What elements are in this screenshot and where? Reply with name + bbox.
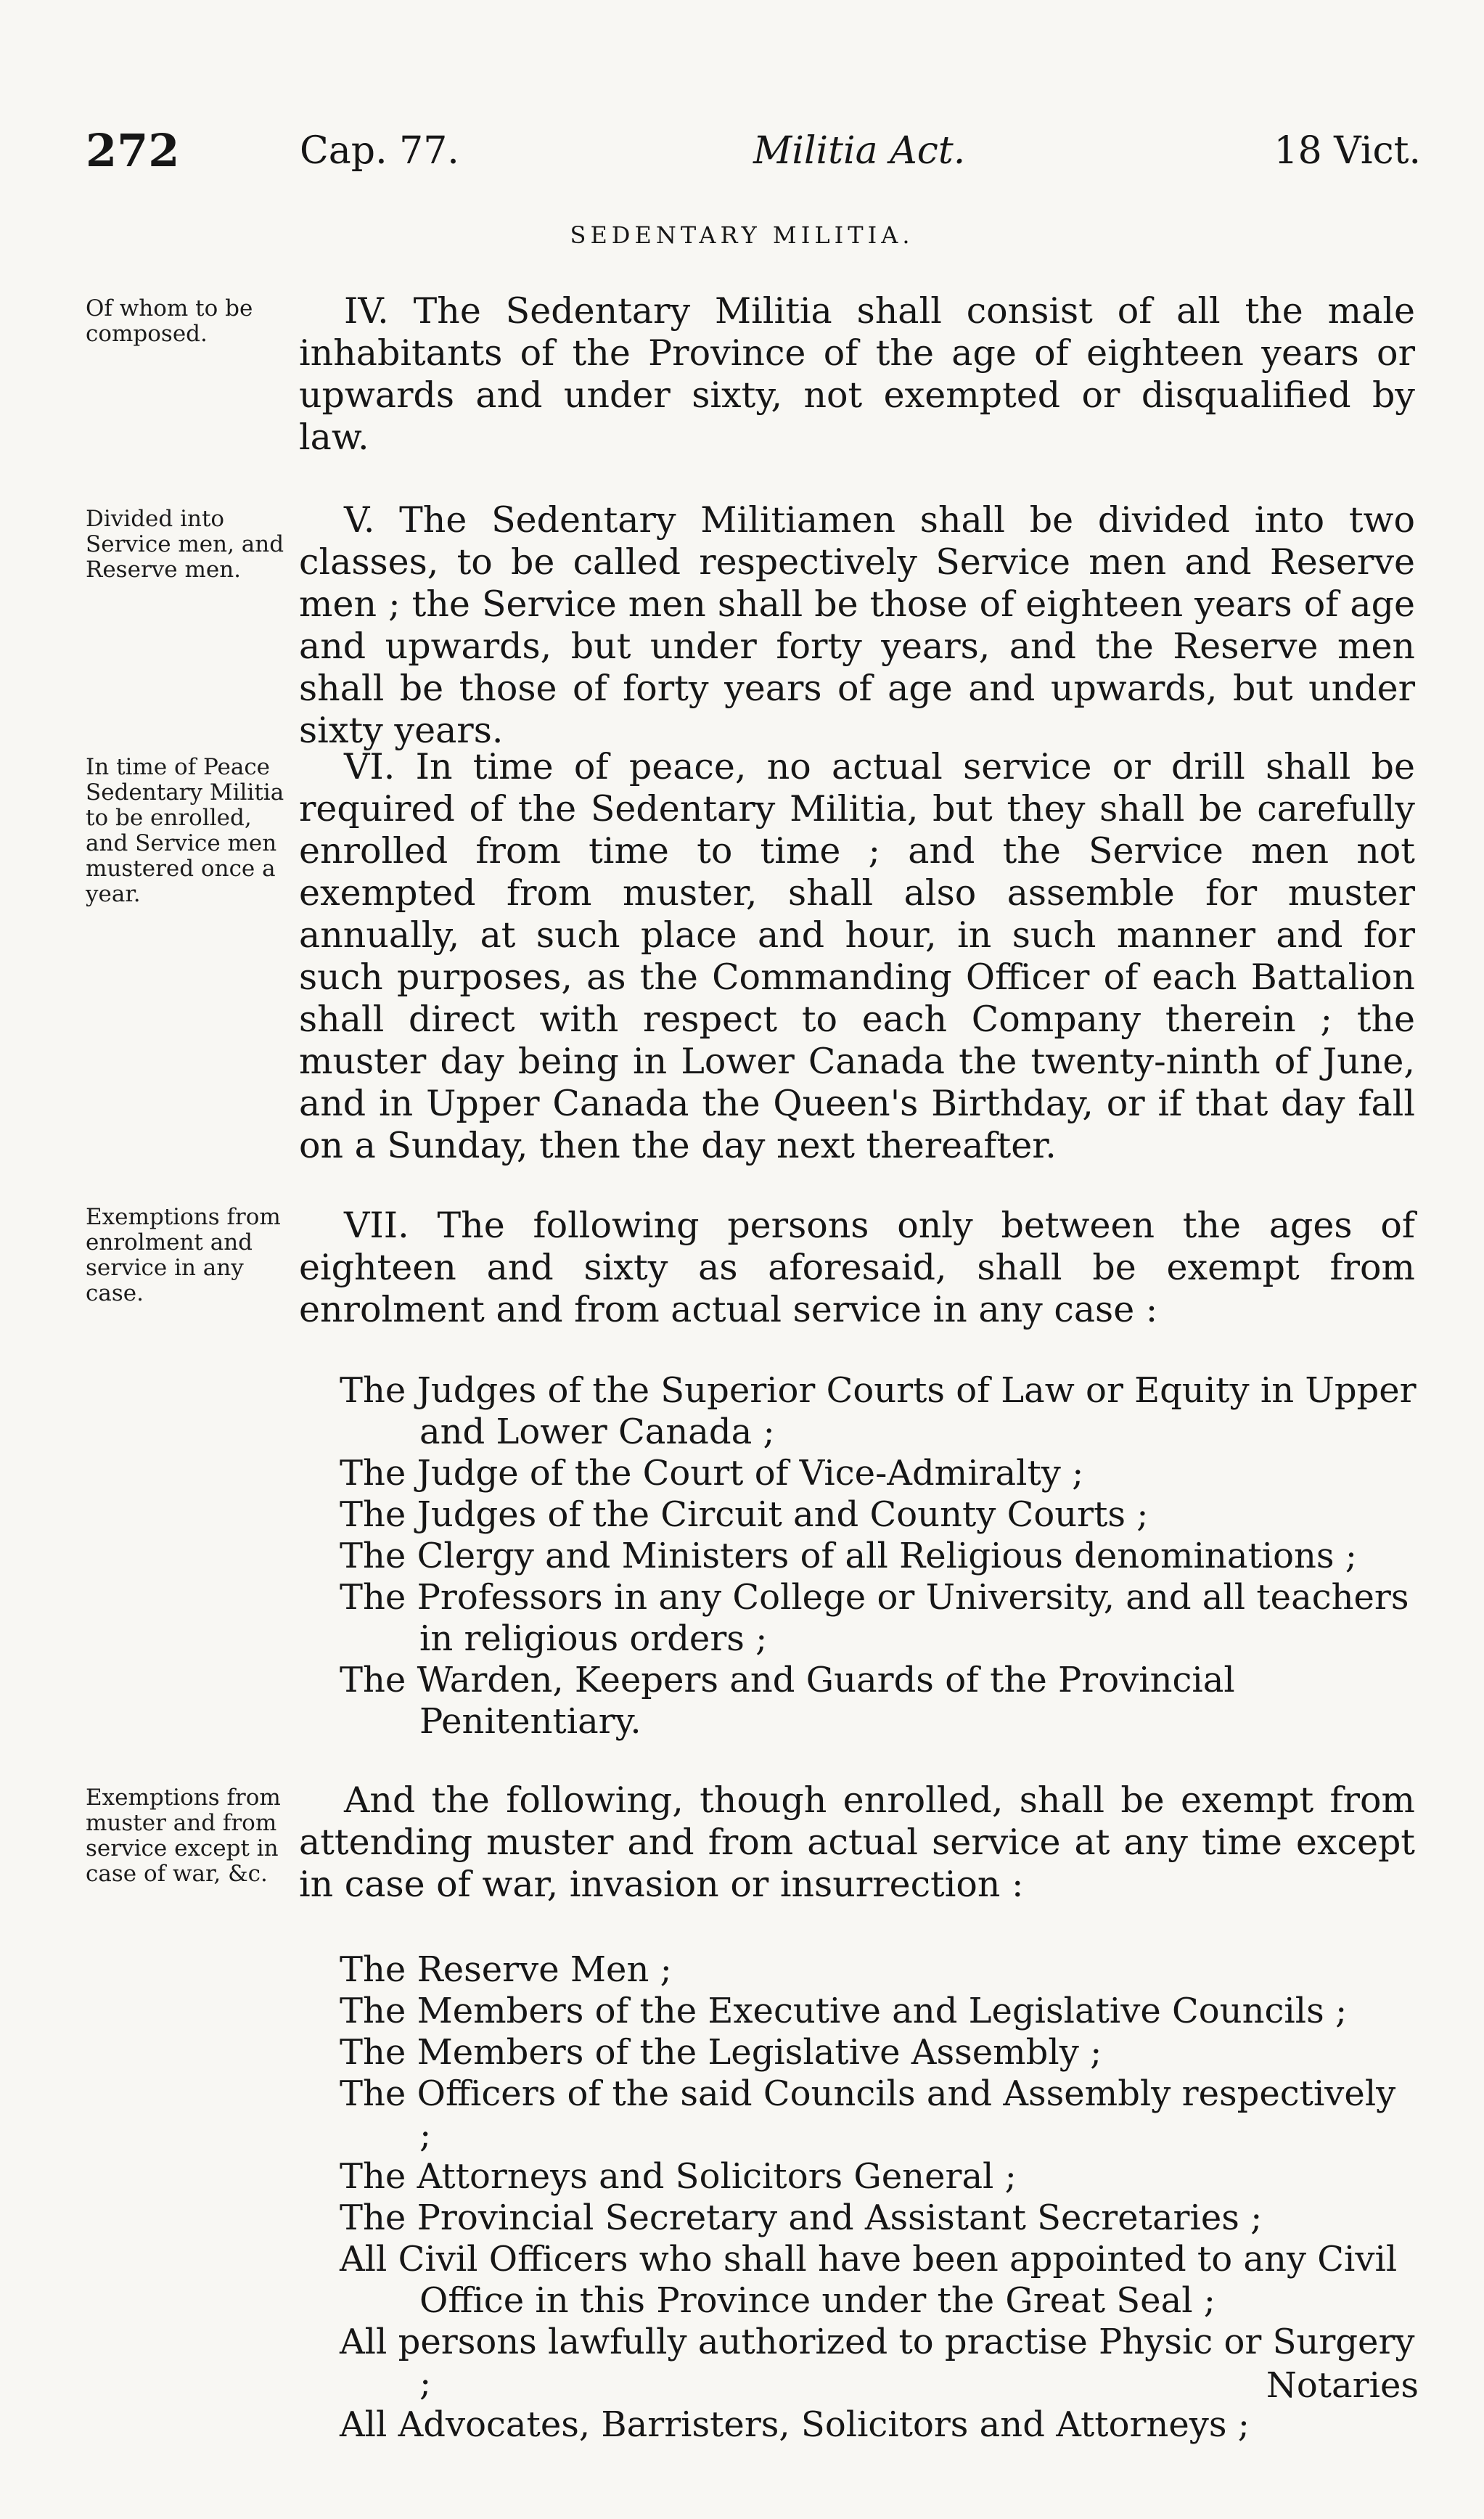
list-item: All persons lawfully authorized to practise Physic or Surgery ; bbox=[340, 2322, 1415, 2404]
list-item: The Judges of the Circuit and County Courts ; bbox=[340, 1494, 1149, 1535]
section-vii-text: VII. The following persons only between the ages of eighteen and sixty as aforesaid, shall be exempt from enrolment and from actual service in any case : bbox=[299, 1205, 1415, 1330]
margin-note-exemptions-enrolment: Exemptions from enrolment and service in any case. bbox=[86, 1204, 281, 1306]
section-heading: SEDENTARY MILITIA. bbox=[570, 221, 914, 249]
page-number: 272 bbox=[86, 124, 180, 177]
list-item: The Professors in any College or University, and all teachers in religious orders ; bbox=[340, 1577, 1409, 1659]
list-item: The Attorneys and Solicitors General ; bbox=[340, 2156, 1017, 2197]
list-item: The Members of the Legislative Assembly ; bbox=[340, 2032, 1102, 2073]
list-item: All Civil Officers who shall have been appointed to any Civil Office in this Province under the Great Seal ; bbox=[340, 2239, 1398, 2321]
section-vii bbox=[299, 1205, 1415, 1331]
list-item: The Officers of the said Councils and Assembly respectively ; bbox=[340, 2073, 1396, 2155]
list-item: The Judges of the Superior Courts of Law or Equity in Upper and Lower Canada ; bbox=[340, 1370, 1417, 1452]
section-iv bbox=[299, 290, 1415, 459]
list-item: The Judge of the Court of Vice-Admiralty ; bbox=[340, 1453, 1084, 1494]
list-item: All Advocates, Barristers, Solicitors and Attorneys ; bbox=[340, 2404, 1250, 2445]
margin-note-composition: Of whom to be composed. bbox=[86, 295, 253, 347]
exempt-persons-list bbox=[340, 1370, 1417, 1742]
catchword: Notaries bbox=[1266, 2365, 1419, 2406]
list-item: The Clergy and Ministers of all Religious denominations ; bbox=[340, 1536, 1357, 1576]
margin-note-divided: Divided into Service men, and Reserve men. bbox=[86, 506, 284, 583]
section-vi-text: VI. In time of peace, no actual service or drill shall be required of the Sedentary Militia, but they shall be carefully enrolled from time to time ; and the Service men not exempted from muster, shall also assemble for muster annually, at such place and hour, in such manner and for such purposes, as the Commanding Officer of each Battalion shall direct with respect to each Company therein ; the muster day being in Lower Canada the twenty-ninth of June, and in Upper Canada the Queen's Birthday, or if that day fall on a Sunday, then the day next thereafter. bbox=[299, 746, 1415, 1166]
list-item: The Members of the Executive and Legislative Councils ; bbox=[340, 1991, 1348, 2031]
act-title: Militia Act. bbox=[753, 129, 966, 173]
section-iv-text: IV. The Sedentary Militia shall consist of all the male inhabitants of the Province of the age of eighteen years or upwards and under sixty, not exempted or disqualified by law. bbox=[299, 290, 1415, 458]
list-item: The Warden, Keepers and Guards of the Provincial Penitentiary. bbox=[340, 1660, 1235, 1742]
chapter-number: Cap. 77. bbox=[300, 129, 459, 173]
running-header bbox=[86, 122, 1421, 180]
section-v-text: V. The Sedentary Militiamen shall be divided into two classes, to be called respectively Service men and Reserve men ; the Service men shall be those of eighteen years of age and upwards, but under forty years, and the Reserve men shall be those of forty years of age and upwards, but under sixty years. bbox=[299, 499, 1415, 751]
list-item: The Reserve Men ; bbox=[340, 1949, 672, 1990]
list-item: The Provincial Secretary and Assistant Secretaries ; bbox=[340, 2198, 1263, 2238]
exemptions-muster-text: And the following, though enrolled, shall be exempt from attending muster and from actual service at any time except in case of war, invasion or insurrection : bbox=[299, 1779, 1415, 1905]
exemptions-muster-paragraph bbox=[299, 1779, 1415, 1906]
margin-note-exemptions-muster: Exemptions from muster and from service except in case of war, &c. bbox=[86, 1785, 281, 1887]
margin-note-peace-time: In time of Peace Sedentary Militia to be enrolled, and Service men mustered once a year. bbox=[86, 754, 284, 907]
section-vi bbox=[299, 746, 1415, 1167]
regnal-year: 18 Vict. bbox=[1274, 129, 1421, 173]
section-v bbox=[299, 499, 1415, 752]
enrolled-exempt-list bbox=[340, 1949, 1417, 2446]
